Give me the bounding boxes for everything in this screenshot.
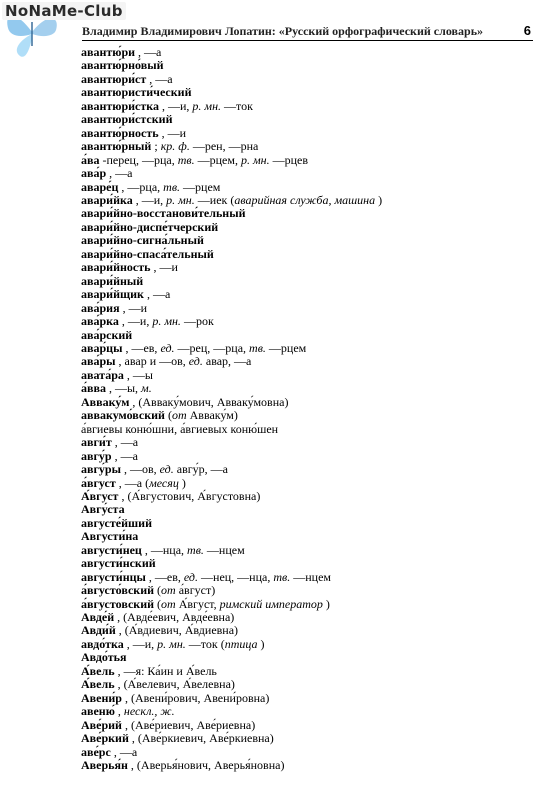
headword: Авгу́ста	[81, 502, 125, 517]
entry-text: —рцем,	[194, 152, 241, 167]
headword: Августи́на	[81, 529, 139, 544]
dictionary-entry	[81, 705, 531, 718]
entry-text: , —нца,	[141, 542, 188, 557]
watermark-text: NoNaMe-Club	[2, 2, 126, 20]
grammar-note: ед.	[159, 462, 174, 477]
headword: А́вель	[81, 663, 115, 678]
entry-text: , —а	[106, 166, 133, 181]
dictionary-entry	[81, 409, 531, 422]
entry-text: , —а	[135, 45, 162, 59]
dictionary-entries	[81, 46, 531, 772]
headword: августи́нцы	[81, 569, 146, 584]
headword: авар́цы	[81, 340, 123, 355]
entry-text: а́вгуст)	[175, 583, 216, 598]
entry-text: , —я: Ка́ин и А́вель	[114, 663, 217, 678]
grammar-note: месяц	[149, 475, 179, 490]
entry-text: , (Авваку́мович, Авваку́мовна)	[129, 394, 289, 409]
headword: ава́рка	[81, 314, 119, 329]
entry-text: —ток (	[185, 636, 225, 651]
entry-text: —рцем	[180, 179, 221, 194]
dictionary-entry	[81, 73, 531, 86]
dictionary-entry	[81, 369, 531, 382]
headword: авари́йно-диспе́тчерский	[81, 219, 219, 234]
headword: ава́рия	[81, 300, 120, 315]
dictionary-entry	[81, 477, 531, 490]
entry-text: )	[375, 192, 383, 207]
running-header: Владимир Владимирович Лопатин: «Русский орфографический словарь»	[82, 24, 484, 38]
dictionary-entry	[81, 759, 531, 772]
grammar-note: птица	[224, 636, 258, 651]
headword: авари́йно-восстанови́тельный	[81, 206, 246, 221]
dictionary-entry	[81, 329, 531, 342]
dictionary-entry	[81, 382, 531, 395]
dictionary-entry	[81, 557, 531, 570]
entry-text: , —и	[150, 260, 178, 275]
headword: аввакумо́вский	[81, 408, 165, 423]
headword: авантюри́стский	[81, 112, 173, 127]
headword: авари́йный	[81, 273, 144, 288]
dictionary-entry	[81, 665, 531, 678]
dictionary-entry	[81, 194, 531, 207]
dictionary-entry	[81, 342, 531, 355]
grammar-note: р. мн.	[152, 314, 181, 329]
headword: ава́р	[81, 166, 107, 181]
dictionary-entry	[81, 275, 531, 288]
dictionary-entry	[81, 302, 531, 315]
dictionary-entry	[81, 154, 531, 167]
dictionary-entry	[81, 113, 531, 126]
entry-text: ;	[151, 139, 161, 154]
headword: а́вгусто́вский	[81, 583, 155, 598]
entry-text: авгу́р, —а	[173, 462, 229, 477]
entry-text: (	[154, 596, 162, 611]
dictionary-entry	[81, 181, 531, 194]
entry-text: , —а	[110, 744, 138, 759]
dictionary-entry	[81, 167, 531, 180]
dictionary-entry	[81, 221, 531, 234]
entry-text: —рок	[180, 314, 214, 329]
dictionary-entry	[81, 100, 531, 113]
entry-text: , —ев,	[145, 569, 184, 584]
headword: а́вва	[81, 381, 106, 396]
dictionary-entry	[81, 127, 531, 140]
grammar-note: тв.	[249, 340, 266, 355]
grammar-note: м.	[141, 381, 152, 396]
dictionary-entry	[81, 544, 531, 557]
entry-text: , —и	[119, 300, 147, 315]
entry-text: , (Аве́риевич, Аве́риевна)	[121, 717, 256, 732]
headword: авгу́ры	[81, 462, 121, 477]
entry-text: , —ы	[123, 367, 153, 382]
grammar-note: тв.	[187, 542, 204, 557]
dictionary-entry	[81, 46, 531, 59]
entry-text: , (Авени́рович, Авени́ровна)	[121, 690, 270, 705]
dictionary-entry	[81, 248, 531, 261]
grammar-note: от	[171, 408, 187, 423]
entry-text: —рец, —рца,	[174, 340, 250, 355]
grammar-note: римский император	[219, 596, 323, 611]
entry-text: , —а	[111, 435, 139, 450]
grammar-note: р. мн.	[166, 192, 195, 207]
dictionary-entry	[81, 530, 531, 543]
headword: Авде́й	[81, 610, 115, 625]
header-rule	[82, 40, 533, 41]
entry-text: а́вгиевы коню́шни, а́вгиевых коню́шен	[81, 421, 279, 436]
dictionary-entry	[81, 450, 531, 463]
dictionary-entry	[81, 638, 531, 651]
headword: авги́т	[81, 435, 112, 450]
dictionary-entry	[81, 503, 531, 516]
grammar-note: ед.	[183, 569, 199, 584]
entry-text: —рен, —рна	[189, 139, 259, 154]
entry-text: —иек (	[194, 192, 235, 207]
grammar-note: ед.	[160, 340, 175, 355]
page-number: 6	[523, 23, 531, 38]
grammar-note: нескл., ж.	[123, 704, 175, 719]
headword: авантю́ри	[81, 45, 136, 59]
headword: авгу́р	[81, 448, 112, 463]
headword: августе́йший	[81, 515, 152, 530]
dictionary-entry	[81, 517, 531, 530]
headword: Авдо́тья	[81, 650, 127, 665]
grammar-note: кр. ф.	[160, 139, 190, 154]
dictionary-entry	[81, 59, 531, 72]
headword: авантю́рность	[81, 125, 159, 140]
headword: авантю́рный	[81, 139, 152, 154]
entry-text: , —и	[158, 125, 187, 140]
dictionary-entry	[81, 651, 531, 664]
headword: Аве́рий	[81, 717, 122, 732]
grammar-note: от	[161, 596, 176, 611]
headword: Авени́р	[81, 690, 122, 705]
dictionary-entry	[81, 571, 531, 584]
dictionary-entry	[81, 584, 531, 597]
entry-text: , —ов,	[120, 462, 160, 477]
entry-text: —рцев	[269, 152, 308, 167]
entry-text: авар, —а	[202, 354, 252, 369]
dictionary-entry	[81, 207, 531, 220]
entry-text: —нцем	[290, 569, 331, 584]
headword: а́вгустовский	[81, 596, 155, 611]
grammar-note: тв.	[163, 179, 181, 194]
entry-text: , (Авде́евич, Авде́евна)	[114, 610, 235, 625]
dictionary-entry	[81, 732, 531, 745]
dictionary-entry	[81, 436, 531, 449]
headword: авеню́	[81, 704, 115, 719]
entry-text: , (А́велевич, А́велевна)	[114, 677, 235, 692]
entry-text: , —а (	[115, 475, 150, 490]
headword: авари́йщик	[81, 287, 144, 302]
grammar-note: р. мн.	[157, 636, 186, 651]
entry-text: —ток	[221, 98, 253, 113]
dictionary-entry	[81, 611, 531, 624]
dictionary-entry	[81, 624, 531, 637]
headword: аваре́ц	[81, 179, 119, 194]
entry-text: , —и,	[118, 314, 153, 329]
dictionary-entry	[81, 678, 531, 691]
entry-text: )	[178, 475, 186, 490]
headword: ава́рский	[81, 327, 133, 342]
entry-text: , —а	[143, 287, 171, 302]
headword: августи́нский	[81, 556, 156, 571]
headword: а́вгуст	[81, 475, 116, 490]
dictionary-entry	[81, 719, 531, 732]
entry-text: , —ев,	[122, 340, 161, 355]
headword: авантюри́ст	[81, 71, 147, 86]
entry-text: , —а	[111, 448, 138, 463]
dictionary-entry	[81, 598, 531, 611]
dictionary-entry	[81, 355, 531, 368]
dictionary-entry	[81, 261, 531, 274]
dictionary-entry	[81, 396, 531, 409]
entry-text: , авар и —ов,	[115, 354, 189, 369]
entry-text: —нцем	[203, 542, 245, 557]
entry-text: , (Аве́ркиевич, Аве́ркиевна)	[128, 731, 274, 746]
entry-text: , (Аверья́нович, Аверья́новна)	[127, 758, 285, 773]
entry-text: , (А́вдиевич, А́вдиевна)	[115, 623, 239, 638]
dictionary-entry	[81, 315, 531, 328]
entry-text: Авваку́м)	[186, 408, 238, 423]
entry-text: , —и,	[159, 98, 193, 113]
entry-text: (	[164, 408, 172, 423]
entry-text: , (А́вгустович, А́вгустовна)	[118, 488, 261, 503]
headword: августи́нец	[81, 542, 142, 557]
headword: авари́йно-сигна́льный	[81, 233, 204, 248]
headword: аве́рс	[81, 744, 111, 759]
headword: А́вель	[81, 677, 115, 692]
grammar-note: ед.	[188, 354, 203, 369]
headword: авари́йка	[81, 192, 133, 207]
entry-text: А́вгуст,	[175, 596, 220, 611]
headword: А́вгуст	[81, 488, 119, 503]
grammar-note: р. мн.	[192, 98, 222, 113]
entry-text: , —ы,	[105, 381, 142, 396]
headword: ава́ры	[81, 354, 116, 369]
dictionary-entry	[81, 692, 531, 705]
dictionary-entry	[81, 234, 531, 247]
grammar-note: аварийная служба, машина	[234, 192, 376, 207]
dictionary-entry	[81, 463, 531, 476]
entry-text: , —и,	[132, 192, 167, 207]
dictionary-entry	[81, 746, 531, 759]
entry-text: , —а	[146, 71, 173, 86]
dictionary-entry	[81, 288, 531, 301]
entry-text: ,	[114, 704, 124, 719]
headword: Аве́ркий	[81, 731, 129, 746]
headword: Авди́й	[81, 623, 116, 638]
dictionary-entry	[81, 490, 531, 503]
headword: а́ва	[81, 152, 100, 167]
headword: авантюристи́ческий	[81, 85, 192, 100]
entry-text: , —и,	[123, 636, 158, 651]
dictionary-entry	[81, 86, 531, 99]
headword: авари́йно-спаса́тельный	[81, 246, 214, 261]
headword: авантюри́стка	[81, 98, 159, 113]
entry-text: -перец, —рца,	[99, 152, 178, 167]
entry-text: , —рца,	[118, 179, 164, 194]
grammar-note: тв.	[273, 569, 291, 584]
grammar-note: от	[161, 583, 176, 598]
headword: Аверья́н	[81, 758, 128, 773]
headword: авдо́тка	[81, 636, 124, 651]
entry-text: —рцем	[265, 340, 307, 355]
entry-text: )	[257, 636, 265, 651]
dictionary-entry	[81, 140, 531, 153]
dictionary-entry	[81, 423, 531, 436]
entry-text: (	[154, 583, 162, 598]
grammar-note: р. мн.	[240, 152, 270, 167]
grammar-note: тв.	[177, 152, 195, 167]
headword: Авваку́м	[81, 394, 130, 409]
headword: авата́ра	[81, 367, 124, 382]
headword: авари́йность	[81, 260, 151, 275]
entry-text: —нец, —нца,	[198, 569, 274, 584]
headword: авантю́рно́вый	[81, 58, 164, 73]
entry-text: )	[322, 596, 330, 611]
